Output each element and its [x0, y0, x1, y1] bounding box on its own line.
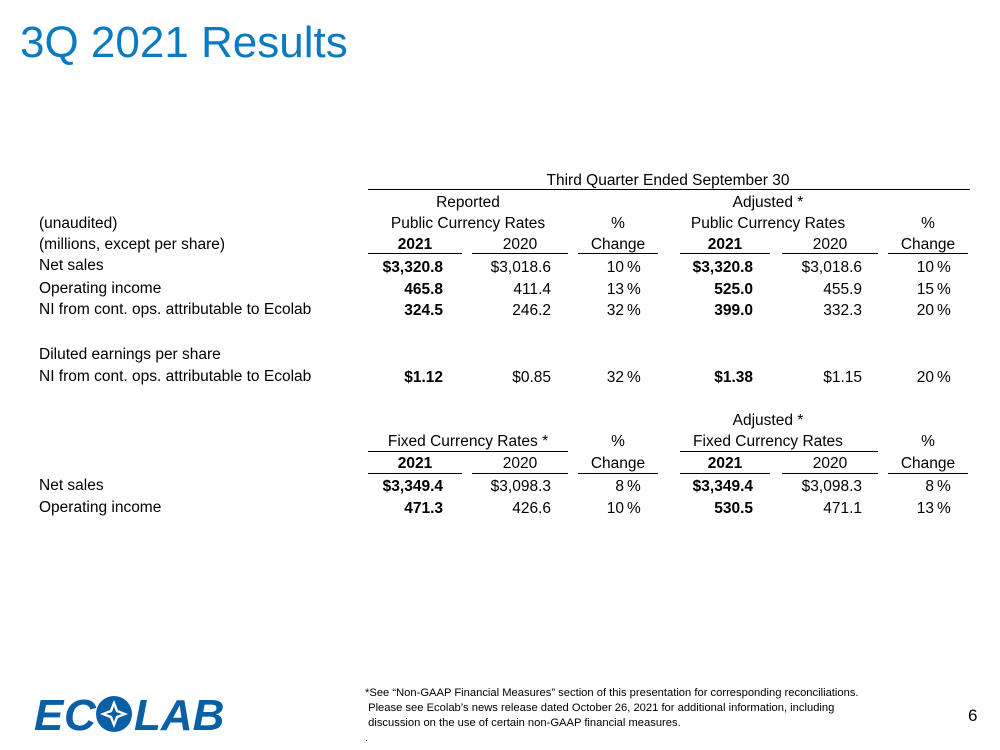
header-rule — [368, 189, 970, 190]
cell: 32 — [606, 302, 624, 319]
change-header: Change — [590, 236, 646, 253]
col-rule — [368, 253, 462, 254]
cell: $3,349.4 — [692, 478, 753, 495]
col-rule — [888, 253, 968, 254]
col-rule — [782, 473, 878, 474]
year-2020-header: 2020 — [502, 236, 538, 253]
period-header: Third Quarter Ended September 30 — [546, 172, 790, 189]
cell: 13 — [916, 500, 934, 517]
cell: 426.6 — [512, 500, 551, 517]
cell: $3,320.8 — [692, 259, 753, 276]
pct-sign: % — [937, 259, 951, 276]
ecolab-logo — [34, 692, 234, 734]
cell: $0.85 — [512, 369, 551, 386]
row-label: Net sales — [39, 257, 104, 274]
cell: 471.1 — [823, 500, 862, 517]
row-label: Operating income — [39, 280, 162, 297]
pct-sign: % — [627, 478, 641, 495]
row-label: NI from cont. ops. attributable to Ecolab — [39, 368, 312, 385]
cell: 525.0 — [714, 281, 753, 298]
cell: 20 — [916, 302, 934, 319]
reported-header: Reported — [436, 194, 500, 211]
cell: $3,018.6 — [490, 259, 551, 276]
logo-o-icon — [96, 696, 132, 732]
pct-sign: % — [937, 478, 951, 495]
col-rule — [578, 473, 658, 474]
cell: 471.3 — [404, 500, 443, 517]
footnote-line: Please see Ecolab’s news release dated October 26, 2021 for additional information, including — [365, 702, 835, 714]
cell: $3,320.8 — [382, 259, 443, 276]
page-title: 3Q 2021 Results — [20, 18, 348, 67]
year-2020-header-2-adj: 2020 — [812, 455, 848, 472]
row-label: Net sales — [39, 477, 104, 494]
cell: $3,098.3 — [490, 478, 551, 495]
cell: $3,098.3 — [801, 478, 862, 495]
row-label: Operating income — [39, 499, 162, 516]
cell: 13 — [606, 281, 624, 298]
footnote-line: *See “Non-GAAP Financial Measures” section of this presentation for corresponding reconciliations. — [365, 687, 859, 699]
footnote-line: discussion on the use of certain non-GAAP financial measures. — [365, 717, 681, 729]
cell: $1.12 — [404, 369, 443, 386]
cell: 246.2 — [512, 302, 551, 319]
change-header-2: Change — [590, 455, 646, 472]
year-2021-header-2: 2021 — [397, 455, 433, 472]
adjusted-header-2: Adjusted * — [732, 412, 804, 429]
cell: $1.15 — [823, 369, 862, 386]
col-rule — [578, 253, 658, 254]
pct-sign: % — [937, 500, 951, 517]
cell: 32 — [606, 369, 624, 386]
logo-text-c: C — [64, 692, 96, 734]
cell: 324.5 — [404, 302, 443, 319]
pct-sign: % — [627, 259, 641, 276]
col-rule — [368, 451, 568, 452]
cell: 455.9 — [823, 281, 862, 298]
col-rule — [680, 451, 878, 452]
cell: $1.38 — [714, 369, 753, 386]
eps-heading: Diluted earnings per share — [39, 346, 221, 363]
cell: 530.5 — [714, 500, 753, 517]
cell: 10 — [606, 259, 624, 276]
public-rates-header: Public Currency Rates — [390, 215, 546, 232]
col-rule — [472, 473, 568, 474]
cell: 15 — [916, 281, 934, 298]
pct-header: % — [611, 215, 625, 232]
col-rule — [782, 253, 878, 254]
unaudited-label: (unaudited) — [39, 215, 118, 232]
public-rates-header-adj: Public Currency Rates — [690, 215, 846, 232]
pct-header-2-adj: % — [921, 433, 935, 450]
fixed-rates-header-adj: Fixed Currency Rates — [693, 433, 843, 450]
millions-label: (millions, except per share) — [39, 236, 226, 253]
year-2020-header-adj: 2020 — [812, 236, 848, 253]
logo-text-e: E — [34, 692, 64, 734]
pct-sign: % — [937, 369, 951, 386]
change-header-adj: Change — [900, 236, 956, 253]
pct-header-adj: % — [921, 215, 935, 232]
pct-sign: % — [627, 500, 641, 517]
cell: $3,018.6 — [801, 259, 862, 276]
col-rule — [680, 253, 770, 254]
year-2020-header-2: 2020 — [502, 455, 538, 472]
year-2021-header-2-adj: 2021 — [707, 455, 743, 472]
pct-header-2: % — [611, 433, 625, 450]
pct-sign: % — [937, 302, 951, 319]
footnote-line: . — [365, 732, 369, 744]
cell: 465.8 — [404, 281, 443, 298]
cell: 10 — [916, 259, 934, 276]
cell: 332.3 — [823, 302, 862, 319]
cell: 8 — [615, 478, 624, 495]
change-header-2-adj: Change — [900, 455, 956, 472]
col-rule — [680, 473, 770, 474]
pct-sign: % — [627, 281, 641, 298]
col-rule — [368, 473, 462, 474]
cell: $3,349.4 — [382, 478, 443, 495]
pct-sign: % — [937, 281, 951, 298]
footnote — [365, 686, 859, 746]
logo-text-lab: LAB — [134, 692, 225, 734]
year-2021-header: 2021 — [397, 236, 433, 253]
cell: 411.4 — [513, 281, 551, 298]
cell: 8 — [925, 478, 934, 495]
adjusted-header: Adjusted * — [732, 194, 804, 211]
cell: 399.0 — [714, 302, 753, 319]
fixed-rates-header: Fixed Currency Rates * — [387, 433, 549, 450]
pct-sign: % — [627, 369, 641, 386]
pct-sign: % — [627, 302, 641, 319]
page-number: 6 — [968, 706, 978, 725]
col-rule — [888, 473, 968, 474]
col-rule — [472, 253, 568, 254]
row-label: NI from cont. ops. attributable to Ecolab — [39, 301, 312, 318]
cell: 10 — [606, 500, 624, 517]
cell: 20 — [916, 369, 934, 386]
year-2021-header-adj: 2021 — [707, 236, 743, 253]
